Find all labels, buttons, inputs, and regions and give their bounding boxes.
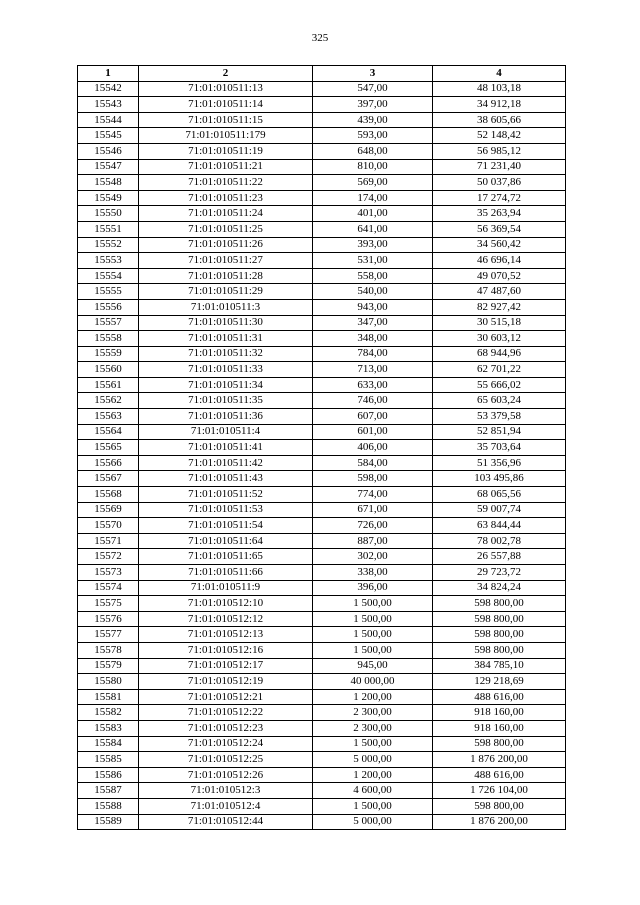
area-cell: 401,00	[313, 206, 433, 222]
area-cell: 671,00	[313, 502, 433, 518]
area-cell: 1 500,00	[313, 798, 433, 814]
value-cell: 598 800,00	[433, 611, 566, 627]
data-table	[77, 65, 566, 830]
cadastral-number-cell: 71:01:010511:28	[139, 268, 313, 284]
value-cell: 38 605,66	[433, 112, 566, 128]
cadastral-number-cell: 71:01:010511:179	[139, 128, 313, 144]
table-row	[78, 237, 566, 253]
area-cell: 5 000,00	[313, 814, 433, 830]
value-cell: 1 876 200,00	[433, 752, 566, 768]
area-cell: 531,00	[313, 253, 433, 269]
cadastral-number-cell: 71:01:010511:42	[139, 455, 313, 471]
table-row	[78, 175, 566, 191]
table-row	[78, 128, 566, 144]
table-row	[78, 143, 566, 159]
value-cell: 50 037,86	[433, 175, 566, 191]
table-row	[78, 299, 566, 315]
cadastral-number-cell: 71:01:010512:13	[139, 627, 313, 643]
cadastral-number-cell: 71:01:010511:34	[139, 377, 313, 393]
cadastral-number-cell: 71:01:010511:26	[139, 237, 313, 253]
cadastral-number-cell: 71:01:010512:22	[139, 705, 313, 721]
value-cell: 47 487,60	[433, 284, 566, 300]
value-cell: 65 603,24	[433, 393, 566, 409]
row-number-cell: 15576	[78, 611, 139, 627]
cadastral-number-cell: 71:01:010511:54	[139, 518, 313, 534]
cadastral-number-cell: 71:01:010511:53	[139, 502, 313, 518]
table-row	[78, 346, 566, 362]
table-row	[78, 112, 566, 128]
row-number-cell: 15562	[78, 393, 139, 409]
table-row	[78, 331, 566, 347]
value-cell: 598 800,00	[433, 627, 566, 643]
area-cell: 174,00	[313, 190, 433, 206]
area-cell: 406,00	[313, 440, 433, 456]
area-cell: 648,00	[313, 143, 433, 159]
row-number-cell: 15550	[78, 206, 139, 222]
row-number-cell: 15586	[78, 767, 139, 783]
row-number-cell: 15575	[78, 596, 139, 612]
value-cell: 1 876 200,00	[433, 814, 566, 830]
value-cell: 34 824,24	[433, 580, 566, 596]
value-cell: 30 515,18	[433, 315, 566, 331]
cadastral-number-cell: 71:01:010511:36	[139, 409, 313, 425]
table-row	[78, 190, 566, 206]
value-cell: 78 002,78	[433, 533, 566, 549]
row-number-cell: 15549	[78, 190, 139, 206]
row-number-cell: 15582	[78, 705, 139, 721]
value-cell: 598 800,00	[433, 798, 566, 814]
table-row	[78, 533, 566, 549]
value-cell: 71 231,40	[433, 159, 566, 175]
value-cell: 52 851,94	[433, 424, 566, 440]
value-cell: 48 103,18	[433, 81, 566, 97]
row-number-cell: 15559	[78, 346, 139, 362]
table-row	[78, 689, 566, 705]
row-number-cell: 15557	[78, 315, 139, 331]
area-cell: 540,00	[313, 284, 433, 300]
value-cell: 17 274,72	[433, 190, 566, 206]
cadastral-number-cell: 71:01:010511:25	[139, 221, 313, 237]
area-cell: 1 500,00	[313, 611, 433, 627]
cadastral-number-cell: 71:01:010511:14	[139, 97, 313, 113]
cadastral-number-cell: 71:01:010511:33	[139, 362, 313, 378]
row-number-cell: 15546	[78, 143, 139, 159]
table-row	[78, 767, 566, 783]
table-row	[78, 487, 566, 503]
cadastral-number-cell: 71:01:010512:19	[139, 674, 313, 690]
cadastral-number-cell: 71:01:010511:65	[139, 549, 313, 565]
table-row	[78, 206, 566, 222]
cadastral-number-cell: 71:01:010511:24	[139, 206, 313, 222]
area-cell: 943,00	[313, 299, 433, 315]
area-cell: 4 600,00	[313, 783, 433, 799]
value-cell: 29 723,72	[433, 565, 566, 581]
area-cell: 396,00	[313, 580, 433, 596]
row-number-cell: 15581	[78, 689, 139, 705]
value-cell: 488 616,00	[433, 689, 566, 705]
cadastral-number-cell: 71:01:010512:3	[139, 783, 313, 799]
cadastral-number-cell: 71:01:010511:35	[139, 393, 313, 409]
table-row	[78, 580, 566, 596]
area-cell: 810,00	[313, 159, 433, 175]
value-cell: 598 800,00	[433, 596, 566, 612]
value-cell: 488 616,00	[433, 767, 566, 783]
cadastral-number-cell: 71:01:010512:21	[139, 689, 313, 705]
table-row	[78, 362, 566, 378]
table-row	[78, 736, 566, 752]
table-row	[78, 455, 566, 471]
cadastral-number-cell: 71:01:010512:4	[139, 798, 313, 814]
row-number-cell: 15565	[78, 440, 139, 456]
row-number-cell: 15558	[78, 331, 139, 347]
area-cell: 302,00	[313, 549, 433, 565]
value-cell: 55 666,02	[433, 377, 566, 393]
row-number-cell: 15570	[78, 518, 139, 534]
area-cell: 2 300,00	[313, 720, 433, 736]
area-cell: 1 500,00	[313, 642, 433, 658]
row-number-cell: 15547	[78, 159, 139, 175]
value-cell: 63 844,44	[433, 518, 566, 534]
row-number-cell: 15555	[78, 284, 139, 300]
area-cell: 1 500,00	[313, 736, 433, 752]
area-cell: 2 300,00	[313, 705, 433, 721]
table-row	[78, 798, 566, 814]
cadastral-number-cell: 71:01:010511:66	[139, 565, 313, 581]
column-header-4: 4	[433, 66, 566, 82]
row-number-cell: 15552	[78, 237, 139, 253]
value-cell: 129 218,69	[433, 674, 566, 690]
row-number-cell: 15578	[78, 642, 139, 658]
header-row	[78, 66, 566, 82]
row-number-cell: 15571	[78, 533, 139, 549]
table-row	[78, 814, 566, 830]
row-number-cell: 15585	[78, 752, 139, 768]
cadastral-number-cell: 71:01:010511:15	[139, 112, 313, 128]
value-cell: 35 703,64	[433, 440, 566, 456]
row-number-cell: 15583	[78, 720, 139, 736]
cadastral-number-cell: 71:01:010511:21	[139, 159, 313, 175]
area-cell: 633,00	[313, 377, 433, 393]
row-number-cell: 15588	[78, 798, 139, 814]
area-cell: 601,00	[313, 424, 433, 440]
area-cell: 348,00	[313, 331, 433, 347]
column-header-3: 3	[313, 66, 433, 82]
cadastral-number-cell: 71:01:010511:3	[139, 299, 313, 315]
value-cell: 918 160,00	[433, 705, 566, 721]
area-cell: 338,00	[313, 565, 433, 581]
value-cell: 34 912,18	[433, 97, 566, 113]
row-number-cell: 15589	[78, 814, 139, 830]
area-cell: 5 000,00	[313, 752, 433, 768]
area-cell: 593,00	[313, 128, 433, 144]
cadastral-number-cell: 71:01:010511:31	[139, 331, 313, 347]
column-header-1: 1	[78, 66, 139, 82]
row-number-cell: 15580	[78, 674, 139, 690]
table-row	[78, 471, 566, 487]
area-cell: 746,00	[313, 393, 433, 409]
value-cell: 598 800,00	[433, 642, 566, 658]
area-cell: 598,00	[313, 471, 433, 487]
table-row	[78, 674, 566, 690]
row-number-cell: 15572	[78, 549, 139, 565]
area-cell: 784,00	[313, 346, 433, 362]
table-row	[78, 705, 566, 721]
table-row	[78, 315, 566, 331]
value-cell: 82 927,42	[433, 299, 566, 315]
area-cell: 1 200,00	[313, 767, 433, 783]
value-cell: 34 560,42	[433, 237, 566, 253]
table-row	[78, 97, 566, 113]
table-row	[78, 424, 566, 440]
row-number-cell: 15577	[78, 627, 139, 643]
value-cell: 103 495,86	[433, 471, 566, 487]
table-row	[78, 81, 566, 97]
row-number-cell: 15563	[78, 409, 139, 425]
cadastral-number-cell: 71:01:010511:22	[139, 175, 313, 191]
cadastral-number-cell: 71:01:010512:17	[139, 658, 313, 674]
table-row	[78, 549, 566, 565]
cadastral-number-cell: 71:01:010512:10	[139, 596, 313, 612]
row-number-cell: 15568	[78, 487, 139, 503]
cadastral-number-cell: 71:01:010511:4	[139, 424, 313, 440]
row-number-cell: 15587	[78, 783, 139, 799]
table-row	[78, 440, 566, 456]
cadastral-number-cell: 71:01:010512:23	[139, 720, 313, 736]
value-cell: 68 944,96	[433, 346, 566, 362]
area-cell: 887,00	[313, 533, 433, 549]
table-row	[78, 159, 566, 175]
table-row	[78, 611, 566, 627]
area-cell: 40 000,00	[313, 674, 433, 690]
table-row	[78, 393, 566, 409]
cadastral-number-cell: 71:01:010511:64	[139, 533, 313, 549]
area-cell: 347,00	[313, 315, 433, 331]
cadastral-number-cell: 71:01:010512:26	[139, 767, 313, 783]
cadastral-number-cell: 71:01:010512:24	[139, 736, 313, 752]
value-cell: 30 603,12	[433, 331, 566, 347]
row-number-cell: 15543	[78, 97, 139, 113]
value-cell: 35 263,94	[433, 206, 566, 222]
row-number-cell: 15564	[78, 424, 139, 440]
table-row	[78, 518, 566, 534]
cadastral-number-cell: 71:01:010512:44	[139, 814, 313, 830]
value-cell: 59 007,74	[433, 502, 566, 518]
row-number-cell: 15566	[78, 455, 139, 471]
table-row	[78, 409, 566, 425]
row-number-cell: 15548	[78, 175, 139, 191]
area-cell: 569,00	[313, 175, 433, 191]
row-number-cell: 15554	[78, 268, 139, 284]
table-row	[78, 627, 566, 643]
row-number-cell: 15542	[78, 81, 139, 97]
table-row	[78, 783, 566, 799]
value-cell: 51 356,96	[433, 455, 566, 471]
area-cell: 774,00	[313, 487, 433, 503]
row-number-cell: 15560	[78, 362, 139, 378]
cadastral-number-cell: 71:01:010512:12	[139, 611, 313, 627]
column-header-2: 2	[139, 66, 313, 82]
cadastral-number-cell: 71:01:010511:9	[139, 580, 313, 596]
table-row	[78, 642, 566, 658]
table-row	[78, 596, 566, 612]
area-cell: 397,00	[313, 97, 433, 113]
table-row	[78, 658, 566, 674]
value-cell: 1 726 104,00	[433, 783, 566, 799]
value-cell: 68 065,56	[433, 487, 566, 503]
row-number-cell: 15584	[78, 736, 139, 752]
row-number-cell: 15569	[78, 502, 139, 518]
row-number-cell: 15573	[78, 565, 139, 581]
row-number-cell: 15544	[78, 112, 139, 128]
value-cell: 56 985,12	[433, 143, 566, 159]
cadastral-number-cell: 71:01:010511:43	[139, 471, 313, 487]
value-cell: 62 701,22	[433, 362, 566, 378]
row-number-cell: 15545	[78, 128, 139, 144]
cadastral-number-cell: 71:01:010511:52	[139, 487, 313, 503]
value-cell: 56 369,54	[433, 221, 566, 237]
table-row	[78, 565, 566, 581]
table-row	[78, 284, 566, 300]
area-cell: 1 500,00	[313, 596, 433, 612]
cadastral-number-cell: 71:01:010512:16	[139, 642, 313, 658]
table-row	[78, 253, 566, 269]
cadastral-number-cell: 71:01:010511:41	[139, 440, 313, 456]
cadastral-number-cell: 71:01:010511:32	[139, 346, 313, 362]
page-number: 325	[311, 32, 329, 44]
value-cell: 49 070,52	[433, 268, 566, 284]
row-number-cell: 15567	[78, 471, 139, 487]
value-cell: 46 696,14	[433, 253, 566, 269]
row-number-cell: 15556	[78, 299, 139, 315]
value-cell: 26 557,88	[433, 549, 566, 565]
area-cell: 1 200,00	[313, 689, 433, 705]
row-number-cell: 15561	[78, 377, 139, 393]
row-number-cell: 15551	[78, 221, 139, 237]
area-cell: 607,00	[313, 409, 433, 425]
area-cell: 641,00	[313, 221, 433, 237]
value-cell: 598 800,00	[433, 736, 566, 752]
row-number-cell: 15574	[78, 580, 139, 596]
area-cell: 547,00	[313, 81, 433, 97]
table-row	[78, 502, 566, 518]
table-row	[78, 377, 566, 393]
area-cell: 945,00	[313, 658, 433, 674]
table-row	[78, 268, 566, 284]
table-body	[78, 81, 566, 830]
area-cell: 439,00	[313, 112, 433, 128]
cadastral-number-cell: 71:01:010511:29	[139, 284, 313, 300]
value-cell: 52 148,42	[433, 128, 566, 144]
cadastral-number-cell: 71:01:010512:25	[139, 752, 313, 768]
value-cell: 53 379,58	[433, 409, 566, 425]
cadastral-number-cell: 71:01:010511:19	[139, 143, 313, 159]
area-cell: 713,00	[313, 362, 433, 378]
table-row	[78, 720, 566, 736]
area-cell: 584,00	[313, 455, 433, 471]
row-number-cell: 15553	[78, 253, 139, 269]
value-cell: 918 160,00	[433, 720, 566, 736]
area-cell: 1 500,00	[313, 627, 433, 643]
cadastral-number-cell: 71:01:010511:13	[139, 81, 313, 97]
table-row	[78, 752, 566, 768]
cadastral-number-cell: 71:01:010511:23	[139, 190, 313, 206]
row-number-cell: 15579	[78, 658, 139, 674]
table-row	[78, 221, 566, 237]
cadastral-number-cell: 71:01:010511:27	[139, 253, 313, 269]
value-cell: 384 785,10	[433, 658, 566, 674]
area-cell: 726,00	[313, 518, 433, 534]
cadastral-number-cell: 71:01:010511:30	[139, 315, 313, 331]
area-cell: 393,00	[313, 237, 433, 253]
area-cell: 558,00	[313, 268, 433, 284]
